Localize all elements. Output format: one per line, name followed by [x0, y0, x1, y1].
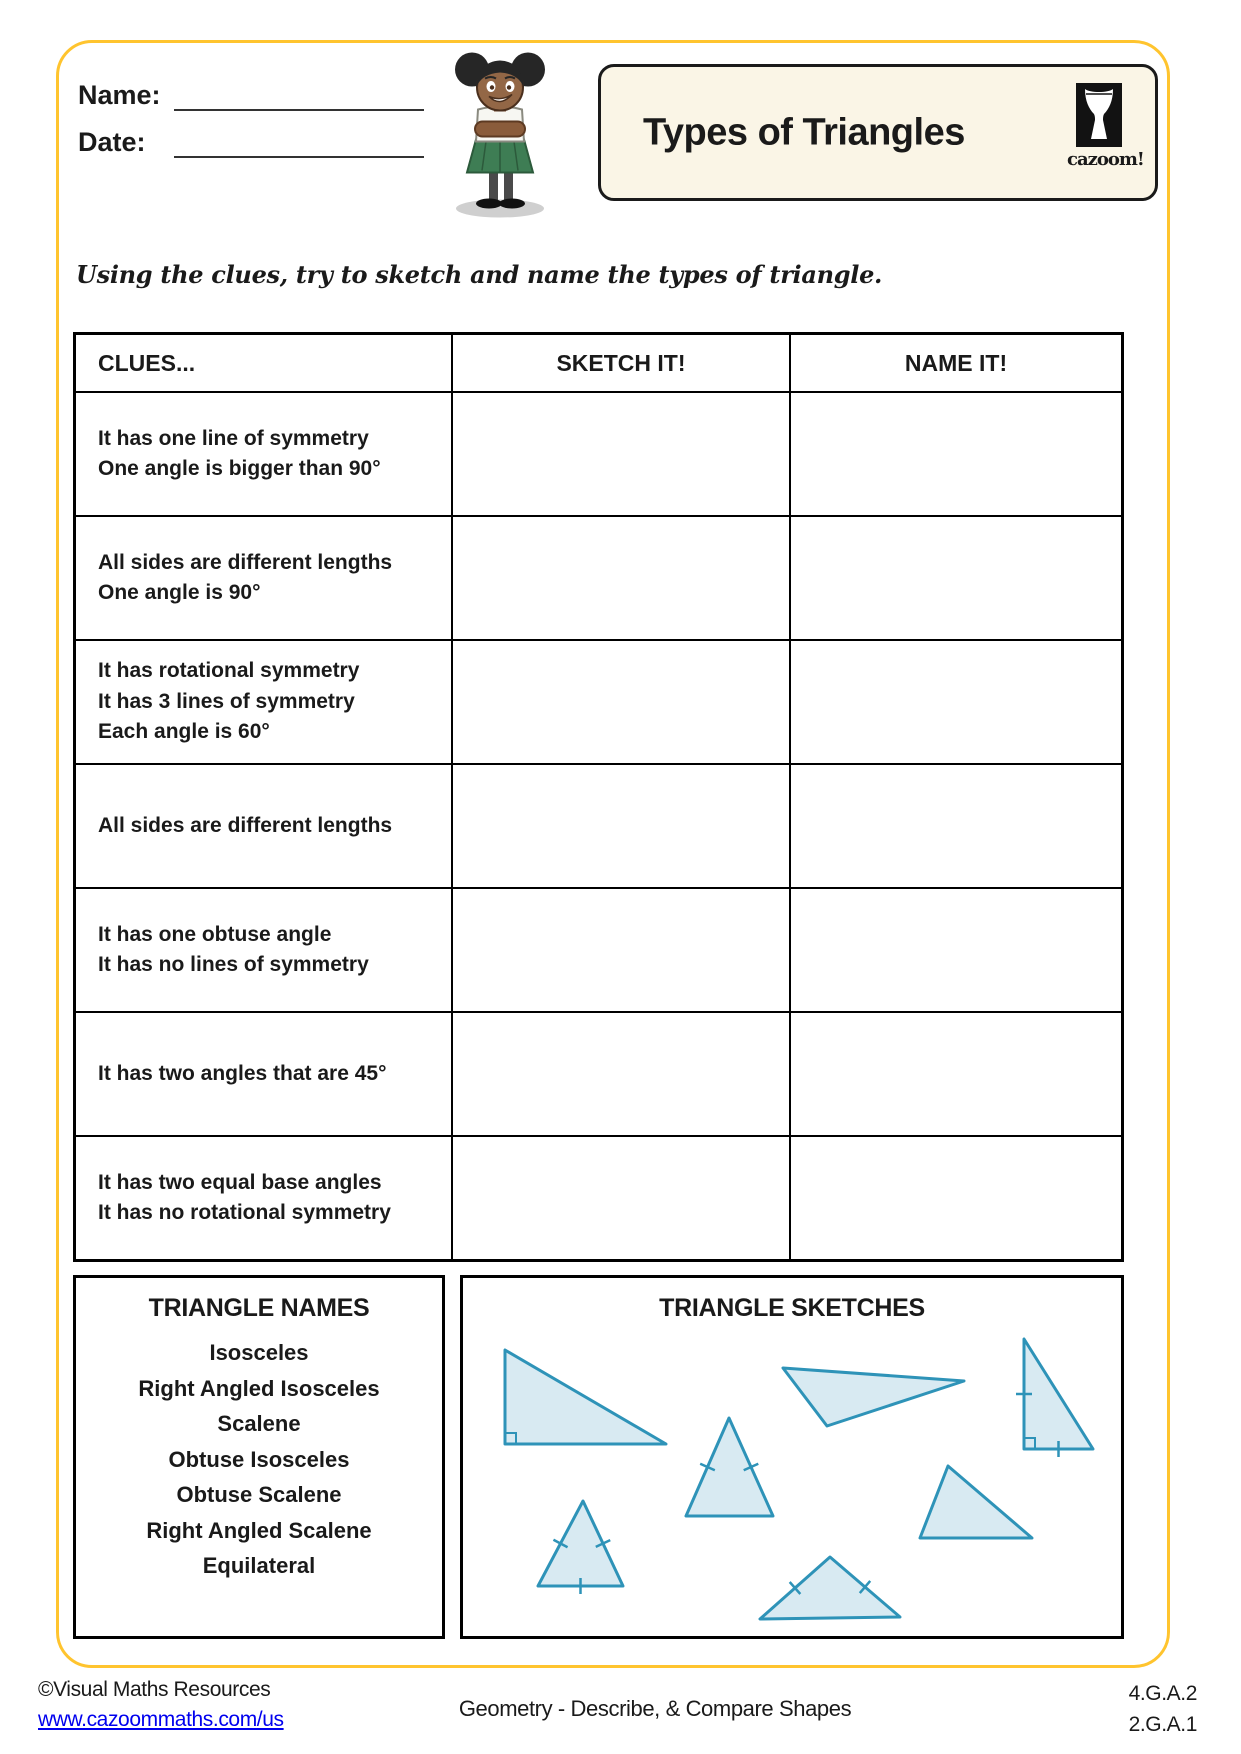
table-row — [76, 391, 1121, 515]
clue-text: It has two angles that are 45° — [98, 1061, 387, 1085]
triangle-scalene — [920, 1466, 1032, 1538]
name-date-block — [78, 80, 424, 174]
triangle-sketches-svg — [463, 1278, 1121, 1636]
worksheet-title: Types of Triangles — [643, 111, 965, 153]
table-header-row — [76, 335, 1121, 391]
triangle-name-item: Scalene — [217, 1411, 301, 1436]
website-link[interactable]: www.cazoommaths.com/us — [38, 1708, 284, 1731]
name-answer-cell[interactable] — [789, 517, 1121, 639]
standard-code: 4.G.A.2 — [1128, 1682, 1197, 1705]
clue-text: All sides are different lengths — [98, 813, 393, 837]
student-cartoon-illustration — [420, 44, 580, 222]
name-answer-cell[interactable] — [789, 1013, 1121, 1135]
triangle-names-title: TRIANGLE NAMES — [148, 1294, 370, 1322]
table-row — [76, 639, 1121, 763]
clue-text: All sides are different lengths One angle is 90° — [98, 550, 393, 604]
sketch-answer-cell[interactable] — [451, 1137, 789, 1259]
table-row — [76, 763, 1121, 887]
clue-text: It has rotational symmetry It has 3 lines of symmetry Each angle is 60° — [98, 659, 360, 744]
copyright-text: ©Visual Maths Resources — [38, 1678, 271, 1701]
triangle-sketches-box — [460, 1275, 1124, 1639]
column-header-clues: CLUES... — [98, 349, 196, 376]
triangle-name-item: Equilateral — [202, 1553, 316, 1578]
instruction-text: Using the clues, try to sketch and name the types of triangle. — [76, 260, 883, 289]
sketch-answer-cell[interactable] — [451, 1013, 789, 1135]
clue-text: It has two equal base angles It has no rotational symmetry — [98, 1170, 391, 1224]
goblet-icon — [1076, 83, 1122, 147]
triangle-sketches-title: TRIANGLE SKETCHES — [659, 1294, 925, 1322]
sketch-answer-cell[interactable] — [451, 393, 789, 515]
table-row — [76, 1135, 1121, 1259]
cazoom-logo — [1067, 83, 1144, 170]
triangle-name-item: Obtuse Scalene — [176, 1482, 342, 1507]
date-field-line[interactable] — [174, 132, 424, 158]
table-row — [76, 887, 1121, 1011]
subject-text: Geometry - Describe, & Compare Shapes — [458, 1696, 852, 1721]
sketch-answer-cell[interactable] — [451, 889, 789, 1011]
clues-table-body — [76, 391, 1121, 1259]
triangle-names-box — [73, 1275, 445, 1639]
sketch-answer-cell[interactable] — [451, 765, 789, 887]
name-answer-cell[interactable] — [789, 765, 1121, 887]
triangle-name-item: Right Angled Isosceles — [138, 1375, 380, 1401]
table-row — [76, 515, 1121, 639]
table-row — [76, 1011, 1121, 1135]
name-answer-cell[interactable] — [789, 393, 1121, 515]
triangle-obtuse-isosceles — [760, 1557, 900, 1619]
triangle-name-item: Isosceles — [209, 1340, 309, 1365]
standard-code: 2.G.A.1 — [1128, 1713, 1197, 1736]
date-label: Date: — [78, 127, 146, 157]
logo-wordmark: cazoom! — [1067, 149, 1144, 170]
triangle-obtuse-scalene — [783, 1368, 964, 1426]
name-answer-cell[interactable] — [789, 1137, 1121, 1259]
triangle-right-angled-isosceles — [1024, 1339, 1093, 1449]
name-label: Name: — [78, 80, 161, 110]
triangle-names-list — [76, 1335, 442, 1584]
triangle-name-item: Obtuse Isosceles — [168, 1446, 350, 1472]
triangle-right-angled-scalene — [505, 1350, 666, 1444]
triangle-name-item: Right Angled Scalene — [146, 1517, 372, 1543]
title-box — [598, 64, 1158, 201]
column-header-name: NAME IT! — [789, 335, 1121, 391]
sketch-answer-cell[interactable] — [451, 641, 789, 763]
name-answer-cell[interactable] — [789, 889, 1121, 1011]
clue-text: It has one obtuse angle It has no lines of symmetry — [98, 922, 369, 976]
name-answer-cell[interactable] — [789, 641, 1121, 763]
sketch-answer-cell[interactable] — [451, 517, 789, 639]
standards-block — [1129, 1678, 1197, 1740]
column-header-sketch: SKETCH IT! — [451, 335, 789, 391]
clue-text: It has one line of symmetry One angle is bigger than 90° — [98, 426, 381, 480]
triangle-equilateral — [538, 1501, 623, 1586]
triangle-isosceles — [686, 1418, 773, 1516]
clues-table — [73, 332, 1124, 1262]
name-field-line[interactable] — [174, 85, 424, 111]
